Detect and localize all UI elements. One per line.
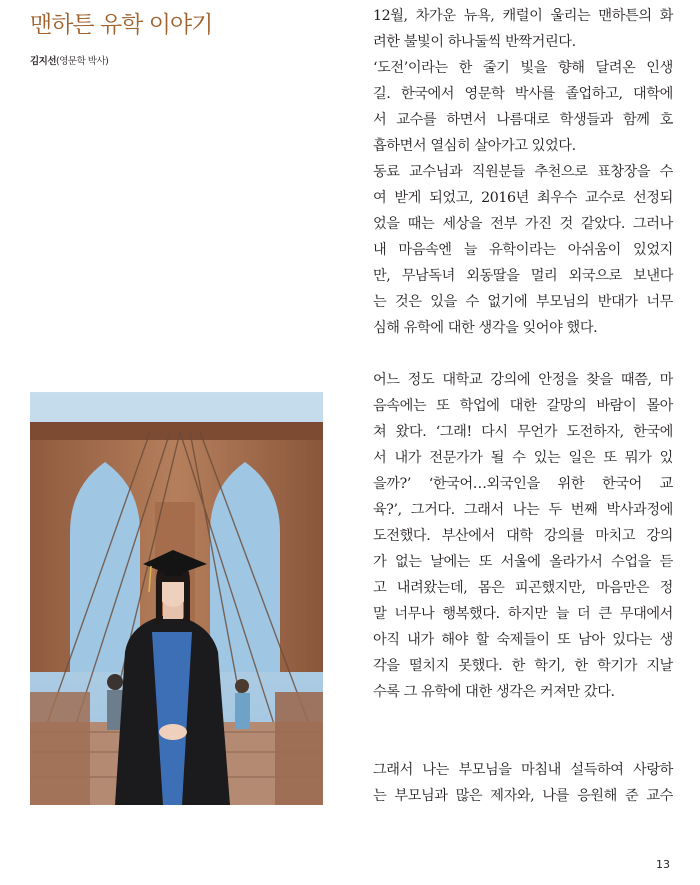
author-affiliation: (영문학 박사) bbox=[56, 56, 109, 67]
paragraph-line: 가 없는 날에는 또 서울에 올라가서 수업을 듣 bbox=[373, 554, 673, 570]
paragraph-line: 을까?’ ‘한국어…외국인을 위한 한국어 교 bbox=[373, 476, 673, 492]
paragraph-line: 그래서 나는 부모님을 마침내 설득하여 사랑하 bbox=[373, 762, 673, 778]
paragraph-line: 서 내가 전문가가 될 수 있는 일은 또 뭐가 있 bbox=[373, 450, 673, 466]
paragraph-line: 수록 그 유학에 대한 생각은 커져만 갔다. bbox=[373, 684, 615, 700]
paragraph-line: 육?’, 그거다. 그래서 나는 두 번째 박사과정에 bbox=[373, 502, 673, 518]
paragraph-line: 말 너무나 행복했다. 하지만 늘 더 큰 무대에서 bbox=[373, 606, 673, 622]
paragraph-line: 도전했다. 부산에서 대학 강의를 마치고 강의 bbox=[373, 528, 673, 544]
paragraph-line: 만, 무남독녀 외동딸을 멀리 외국으로 보낸다 bbox=[373, 268, 673, 284]
paragraph-line: 쳐 왔다. ‘그래! 다시 무언가 도전하자, 한국에 bbox=[373, 424, 673, 440]
page-number: 13 bbox=[656, 858, 670, 871]
paragraph-line: 여 받게 되었고, 2016년 최우수 교수로 선정되 bbox=[373, 190, 673, 206]
paragraph-line: 각을 떨치지 못했다. 한 학기, 한 학기가 지날 bbox=[373, 658, 673, 674]
author-name: 김지선 bbox=[30, 56, 57, 67]
paragraph-line: 고 내려왔는데, 몸은 피곤했지만, 마음만은 정 bbox=[373, 580, 673, 596]
paragraph-line: 려한 불빛이 하나둘씩 반짝거린다. bbox=[373, 34, 576, 50]
paragraph-line: 었을 때는 세상을 전부 가진 것 같았다. 그러나 bbox=[373, 216, 673, 232]
paragraph-line: 12월, 차가운 뉴욕, 캐럴이 울리는 맨하튼의 화 bbox=[373, 8, 673, 24]
paragraph-line: ‘도전’이라는 한 줄기 빛을 향해 달려온 인생 bbox=[373, 60, 673, 76]
paragraph-line: 어느 정도 대학교 강의에 안정을 찾을 때쯤, 마 bbox=[373, 372, 673, 388]
paragraph-line: 심해 유학에 대한 생각을 잊어야 했다. bbox=[373, 320, 598, 336]
paragraph-line: 는 것은 있을 수 없기에 부모님의 반대가 너무 bbox=[373, 294, 673, 310]
paragraph-line: 동료 교수님과 직원분들 추천으로 표창장을 수 bbox=[373, 164, 673, 180]
paragraph-line: 아직 내가 해야 할 숙제들이 또 남아 있다는 생 bbox=[373, 632, 673, 648]
paragraph-line: 흡하면서 열심히 살아가고 있었다. bbox=[373, 138, 576, 154]
photo-graduate-brooklyn-bridge bbox=[30, 392, 323, 805]
paragraph-line: 음속에는 또 학업에 대한 갈망의 바람이 몰아 bbox=[373, 398, 673, 414]
paragraph-line: 내 마음속엔 늘 유학이라는 아쉬움이 있었지 bbox=[373, 242, 673, 258]
paragraph-line: 는 부모님과 많은 제자와, 나를 응원해 준 교수 bbox=[373, 788, 673, 804]
paragraph-line: 길. 한국에서 영문학 박사를 졸업하고, 대학에 bbox=[373, 86, 673, 102]
author-byline bbox=[30, 53, 108, 67]
article-title: 맨하튼 유학 이야기 bbox=[30, 12, 213, 38]
paragraph-line: 서 교수를 하면서 나름대로 학생들과 함께 호 bbox=[373, 112, 673, 128]
